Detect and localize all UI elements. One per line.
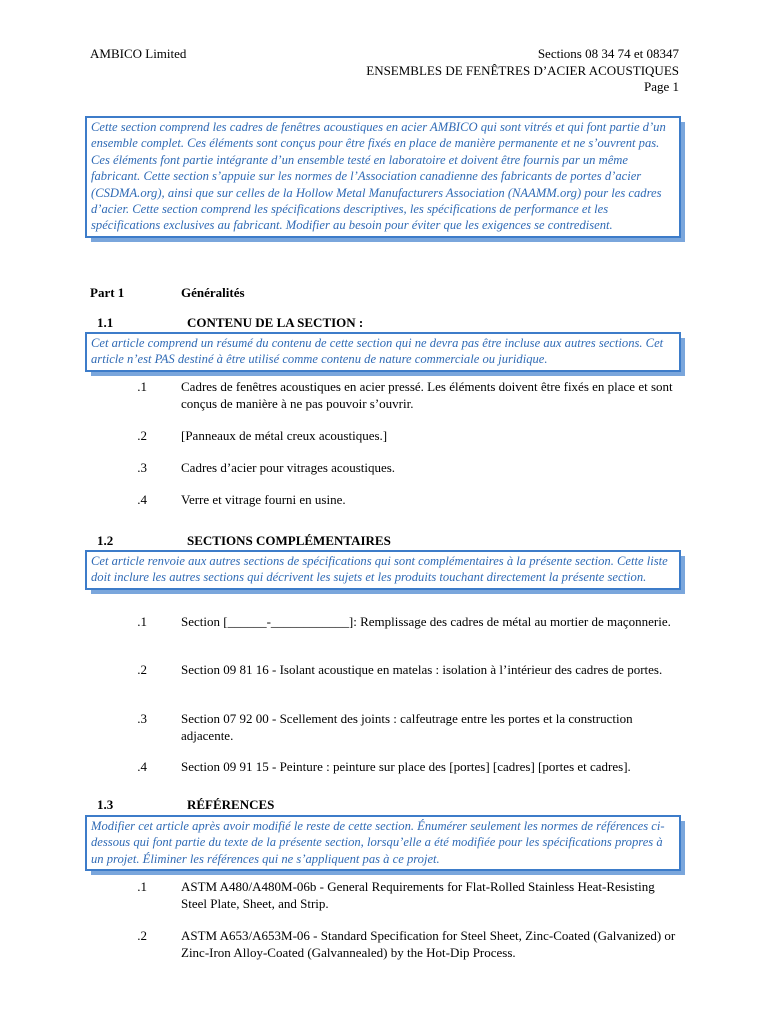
- document-header: [366, 46, 679, 96]
- item-text: Section 09 81 16 - Isolant acoustique en matelas : isolation à l’intérieur des cadres de portes.: [181, 662, 663, 677]
- item-number: .2: [137, 928, 147, 943]
- item-text: Section 09 91 15 - Peinture : peinture sur place des [portes] [cadres] [portes et cadres].: [181, 759, 631, 774]
- item-text: [Panneaux de métal creux acoustiques.]: [181, 428, 388, 443]
- item-text: Section 07 92 00 - Scellement des joints : calfeutrage entre les portes et la construction adjacente.: [181, 711, 633, 743]
- section-title: RÉFÉRENCES: [187, 797, 275, 812]
- item-number: .4: [137, 759, 147, 774]
- item-text: Cadres de fenêtres acoustiques en acier pressé. Les éléments doivent être fixés en place et sont conçus de manière à ne pas pouvoir s’ouvrir.: [181, 379, 673, 411]
- item-text: Cadres d’acier pour vitrages acoustiques.: [181, 460, 396, 475]
- section-title: SECTIONS COMPLÉMENTAIRES: [187, 533, 391, 548]
- item-number: .1: [137, 614, 147, 629]
- section-numbers: Sections 08 34 74 et 08347: [537, 46, 679, 61]
- item-number: .3: [137, 711, 147, 726]
- item-number: .2: [137, 662, 147, 677]
- section-number: 1.1: [97, 315, 114, 330]
- item-number: .3: [137, 460, 147, 475]
- document-title: ENSEMBLES DE FENÊTRES D’ACIER ACOUSTIQUES: [366, 62, 679, 78]
- item-number: .4: [137, 492, 147, 507]
- section-note: Cet article comprend un résumé du contenu de cette section qui ne devra pas être incluse aux autres sections. Cet article n’est PAS destiné à être utilisé comme contenu de nature commerciale ou juridique.: [85, 332, 681, 372]
- section-number: 1.3: [97, 797, 114, 812]
- part-title: Généralités: [181, 285, 245, 300]
- intro-note: Cette section comprend les cadres de fenêtres acoustiques en acier AMBICO qui sont vitrés et qui font partie d’un ensemble complet. Ces éléments sont conçus pour être fixés en place de manière permanente et ne s’ouvrent pas. Ces éléments font partie intégrante d’un ensemble testé en laboratoire et doivent être fournis par un même fabricant. Cette section s’appuie sur les normes de l’Association canadienne des fabricants de portes d’acier (CSDMA.org), ainsi que sur celles de la Hollow Metal Manufacturers Association (NAAMM.org) pour les cadres d’acier. Cette section comprend les spécifications descriptives, les spécifications de performance et les spécifications exclusives au fabricant. Modifier au besoin pour éviter que les exigences se contredisent.: [85, 116, 681, 238]
- page-number: Page 1: [643, 79, 679, 94]
- item-number: .2: [137, 428, 147, 443]
- item-text: ASTM A480/A480M-06b - General Requirements for Flat-Rolled Stainless Heat-Resisting Steel Plate, Sheet, and Strip.: [181, 879, 655, 911]
- item-text: Verre et vitrage fourni en usine.: [181, 492, 346, 507]
- section-note: Modifier cet article après avoir modifié le reste de cette section. Énumérer seulement les normes de références ci-dessous qui font partie du texte de la présente section, lorsqu’elle a été modifiée pour les spécifications propres à un projet. Éliminer les références qui ne s’appliquent pas à ce projet.: [85, 815, 681, 871]
- item-number: .1: [137, 879, 147, 894]
- item-number: .1: [137, 379, 147, 394]
- item-text: ASTM A653/A653M-06 - Standard Specification for Steel Sheet, Zinc-Coated (Galvanized) or Zinc-Iron Alloy-Coated (Galvannealed) by the Hot-Dip Process.: [181, 928, 676, 960]
- company-name: AMBICO Limited: [90, 46, 187, 61]
- part-number: Part 1: [90, 285, 125, 300]
- section-number: 1.2: [97, 533, 114, 548]
- section-note: Cet article renvoie aux autres sections de spécifications qui sont complémentaires à la présente section. Cette liste doit inclure les autres sections qui décrivent les sujets et les produits touchant directement la présente section.: [85, 550, 681, 590]
- item-text: Section [______-____________]: Remplissage des cadres de métal au mortier de maçonnerie.: [181, 614, 671, 629]
- section-title: CONTENU DE LA SECTION :: [187, 315, 364, 330]
